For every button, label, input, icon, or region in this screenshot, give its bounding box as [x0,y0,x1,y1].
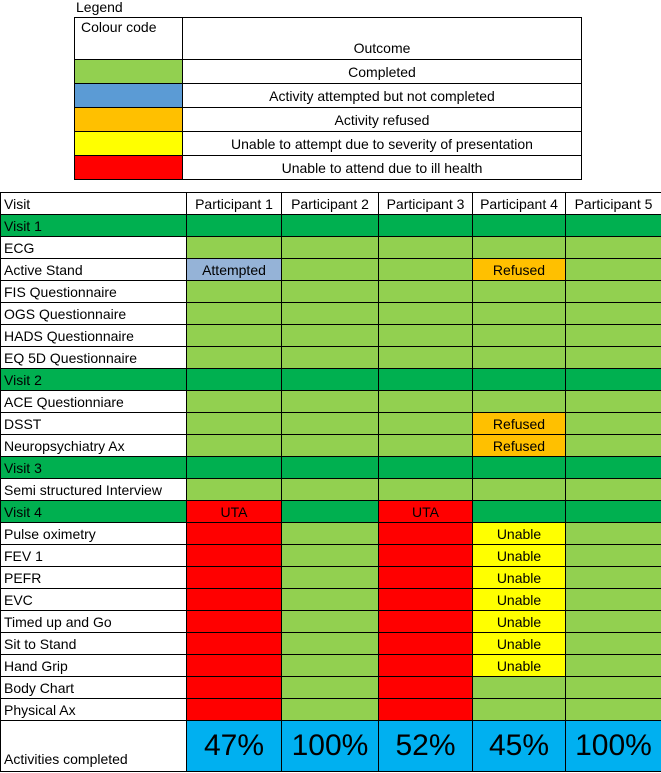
status-cell [187,655,282,677]
status-cell [282,413,379,435]
status-cell [187,523,282,545]
activity-row [1,611,661,633]
activity-label: Semi structured Interview [1,479,187,501]
status-cell [566,677,661,699]
status-cell [566,655,661,677]
status-cell [282,501,379,523]
status-cell [379,457,473,479]
status-cell [282,633,379,655]
status-cell [187,281,282,303]
activity-row [1,655,661,677]
status-cell: UTA [379,501,473,523]
visit-outcome-table [0,192,661,772]
legend-swatch [75,84,183,108]
status-cell: Unable [473,589,566,611]
status-cell [473,677,566,699]
status-cell [282,369,379,391]
activity-label: HADS Questionnaire [1,325,187,347]
legend-label: Unable to attend due to ill health [183,156,582,180]
activity-label: Hand Grip [1,655,187,677]
activity-label: Body Chart [1,677,187,699]
status-cell [379,259,473,281]
activity-label: Active Stand [1,259,187,281]
activity-row [1,479,661,501]
legend-label: Unable to attempt due to severity of presentation [183,132,582,156]
activity-label: FIS Questionnaire [1,281,187,303]
status-cell [473,479,566,501]
activity-row [1,677,661,699]
status-cell: UTA [187,501,282,523]
completion-percent: 100% [282,721,379,772]
status-cell [187,457,282,479]
legend-swatch [75,132,183,156]
legend-header-row [75,18,582,60]
status-cell [282,611,379,633]
legend-label: Completed [183,60,582,84]
status-cell [282,457,379,479]
status-cell: Unable [473,523,566,545]
status-cell [282,259,379,281]
status-cell [379,391,473,413]
activity-label: Pulse oximetry [1,523,187,545]
activity-label: OGS Questionnaire [1,303,187,325]
status-cell [187,545,282,567]
status-cell [473,699,566,721]
completion-percent: 47% [187,721,282,772]
activity-label: ACE Questionniare [1,391,187,413]
legend-item [75,60,582,84]
activity-row [1,391,661,413]
activity-label: Physical Ax [1,699,187,721]
status-cell [187,413,282,435]
activity-row [1,347,661,369]
status-cell [566,237,661,259]
status-cell [379,413,473,435]
status-cell [473,501,566,523]
activity-row [1,589,661,611]
status-cell [566,259,661,281]
visit-label: Visit 2 [1,369,187,391]
activity-label: EQ 5D Questionnaire [1,347,187,369]
status-cell [282,281,379,303]
header-participant: Participant 4 [473,193,566,215]
activity-row [1,259,661,281]
activities-completed-label: Activities completed [1,721,187,772]
status-cell [473,237,566,259]
header-participant: Participant 3 [379,193,473,215]
status-cell [187,699,282,721]
status-cell [379,347,473,369]
activity-label: Sit to Stand [1,633,187,655]
visit-row [1,369,661,391]
visit-label: Visit 3 [1,457,187,479]
status-cell [379,567,473,589]
legend-swatch [75,108,183,132]
status-cell [379,655,473,677]
status-cell [379,237,473,259]
status-cell [282,325,379,347]
status-cell [282,677,379,699]
completion-percent: 100% [566,721,661,772]
legend-title: Legend [76,0,123,15]
status-cell [282,237,379,259]
status-cell: Refused [473,435,566,457]
status-cell [566,545,661,567]
status-cell [566,567,661,589]
activity-row [1,545,661,567]
activity-label: Timed up and Go [1,611,187,633]
status-cell [282,479,379,501]
status-cell [379,699,473,721]
status-cell [566,303,661,325]
status-cell [282,215,379,237]
status-cell [566,589,661,611]
status-cell [187,567,282,589]
status-cell [473,369,566,391]
activity-label: EVC [1,589,187,611]
status-cell [566,413,661,435]
status-cell [473,325,566,347]
status-cell [566,457,661,479]
activity-row [1,237,661,259]
visit-row [1,501,661,523]
status-cell [379,281,473,303]
status-cell [282,655,379,677]
legend-item [75,156,582,180]
status-cell: Unable [473,545,566,567]
status-cell [282,435,379,457]
activity-row [1,281,661,303]
status-cell [187,303,282,325]
status-cell [566,501,661,523]
status-cell [187,369,282,391]
legend-item [75,108,582,132]
status-cell [473,457,566,479]
activity-row [1,633,661,655]
status-cell [379,523,473,545]
legend-swatch [75,60,183,84]
status-cell [187,325,282,347]
status-cell [566,369,661,391]
legend-header-code: Colour code [75,18,183,60]
visit-label: Visit 1 [1,215,187,237]
status-cell [379,325,473,347]
legend-label: Activity refused [183,108,582,132]
status-cell [379,611,473,633]
status-cell [187,633,282,655]
activity-label: DSST [1,413,187,435]
header-visit: Visit [1,193,187,215]
status-cell [566,325,661,347]
legend-header-outcome: Outcome [183,18,582,60]
header-participant: Participant 2 [282,193,379,215]
activity-row [1,699,661,721]
status-cell [379,215,473,237]
status-cell [282,347,379,369]
header-participant: Participant 5 [566,193,661,215]
status-cell [379,369,473,391]
legend-swatch [75,156,183,180]
status-cell [187,611,282,633]
status-cell: Unable [473,655,566,677]
status-cell: Unable [473,567,566,589]
status-cell: Unable [473,633,566,655]
status-cell [282,391,379,413]
status-cell [282,699,379,721]
status-cell: Unable [473,611,566,633]
status-cell [566,347,661,369]
completion-percent: 45% [473,721,566,772]
legend-table [74,17,582,180]
status-cell [187,479,282,501]
status-cell [566,523,661,545]
legend-label: Activity attempted but not completed [183,84,582,108]
status-cell [187,677,282,699]
status-cell: Refused [473,259,566,281]
status-cell [187,435,282,457]
status-cell [187,391,282,413]
status-cell [566,611,661,633]
activity-row [1,303,661,325]
status-cell [566,391,661,413]
status-cell: Refused [473,413,566,435]
status-cell [187,215,282,237]
status-cell [379,435,473,457]
status-cell [187,589,282,611]
activities-completed-row [1,721,661,772]
status-cell [379,545,473,567]
status-cell [282,523,379,545]
status-cell [473,303,566,325]
activity-row [1,325,661,347]
status-cell [566,215,661,237]
activity-label: PEFR [1,567,187,589]
status-cell [282,545,379,567]
status-cell [282,567,379,589]
activity-label: Neuropsychiatry Ax [1,435,187,457]
status-cell [379,677,473,699]
status-cell [566,699,661,721]
visit-row [1,457,661,479]
status-cell [566,281,661,303]
status-cell [187,347,282,369]
visit-label: Visit 4 [1,501,187,523]
activity-row [1,567,661,589]
visit-row [1,215,661,237]
legend-item [75,84,582,108]
completion-percent: 52% [379,721,473,772]
status-cell [473,347,566,369]
status-cell [187,237,282,259]
status-cell [282,303,379,325]
activity-row [1,435,661,457]
legend-item [75,132,582,156]
status-cell [473,281,566,303]
status-cell [379,479,473,501]
status-cell [566,479,661,501]
activity-label: ECG [1,237,187,259]
status-cell [473,215,566,237]
status-cell [282,589,379,611]
status-cell [379,589,473,611]
activity-label: FEV 1 [1,545,187,567]
status-cell [566,435,661,457]
status-cell: Attempted [187,259,282,281]
status-cell [379,633,473,655]
table-header-row [1,193,661,215]
activity-row [1,523,661,545]
status-cell [473,391,566,413]
status-cell [379,303,473,325]
activity-row [1,413,661,435]
status-cell [566,633,661,655]
header-participant: Participant 1 [187,193,282,215]
